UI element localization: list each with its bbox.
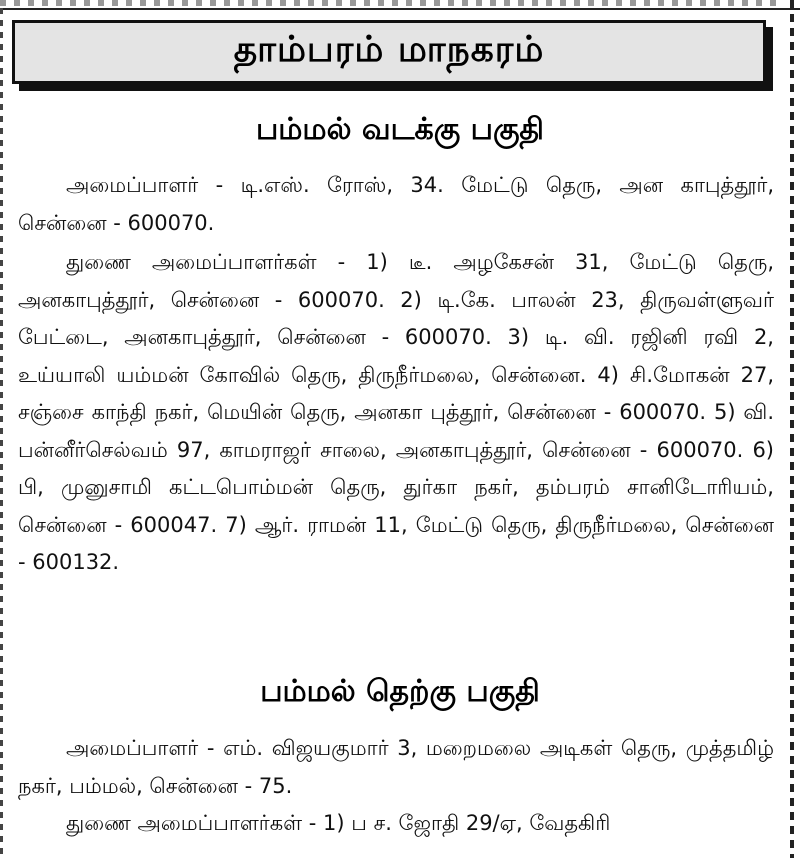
page-title: தாம்பரம் மாநகரம் (233, 29, 545, 70)
section-heading-pammal-south: பம்மல் தெற்கு பகுதி (260, 674, 540, 709)
deputies-paragraph-pammal-south: துணை அமைப்பாளர்கள் - 1) ப ச. ஜோதி 29/ஏ, வேதகிரி (66, 811, 611, 835)
section-heading-pammal-north: பம்மல் வடக்கு பகுதி (255, 112, 545, 147)
deputies-paragraph-pammal-north: துணை அமைப்பாளர்கள் - 1) டீ. அழகேசன் 31, மேட்டு தெரு, அனகாபுத்தூர், சென்னை - 600070. 2) டி.கே. பாலன் 23, திருவள்ளுவர் பேட்டை, அனகாபுத்தூர், சென்னை - 600070. 3) டி. வி. ரஜினி ரவி 2, உய்யாலி யம்மன் கோவில் தெரு, திருநீர்மலை, சென்னை. 4) சி.மோகன் 27, சஞ்சை காந்தி நகர், மெயின் தெரு, அனகா புத்தூர், சென்னை - 600070. 5) வி. பன்னீர்செல்வம் 97, காமராஜர் சாலை, அனகாபுத்தூர், சென்னை - 600070. 6) பி, முனுசாமி கட்டபொம்மன் தெரு, துர்கா நகர், தம்பரம் சானிடோரியம், சென்னை - 600047. 7) ஆர். ராமன் 11, மேட்டு தெரு, திருநீர்மலை, சென்னை - 600132. (18, 250, 774, 574)
top-border (0, 0, 800, 10)
cut-line (0, 0, 780, 6)
right-cut-line (790, 0, 794, 858)
left-cut-line (0, 8, 3, 858)
organizer-paragraph-pammal-north: அமைப்பாளர் - டி.எஸ். ரோஸ், 34. மேட்டு தெரு, அன காபுத்தூர், சென்னை - 600070. (18, 173, 774, 235)
organizer-paragraph-pammal-south: அமைப்பாளர் - எம். விஜயகுமார் 3, மறைமலை அடிகள் தெரு, முத்தமிழ் நகர், பம்மல், சென்னை - 75. (18, 736, 774, 798)
title-banner (12, 20, 766, 84)
